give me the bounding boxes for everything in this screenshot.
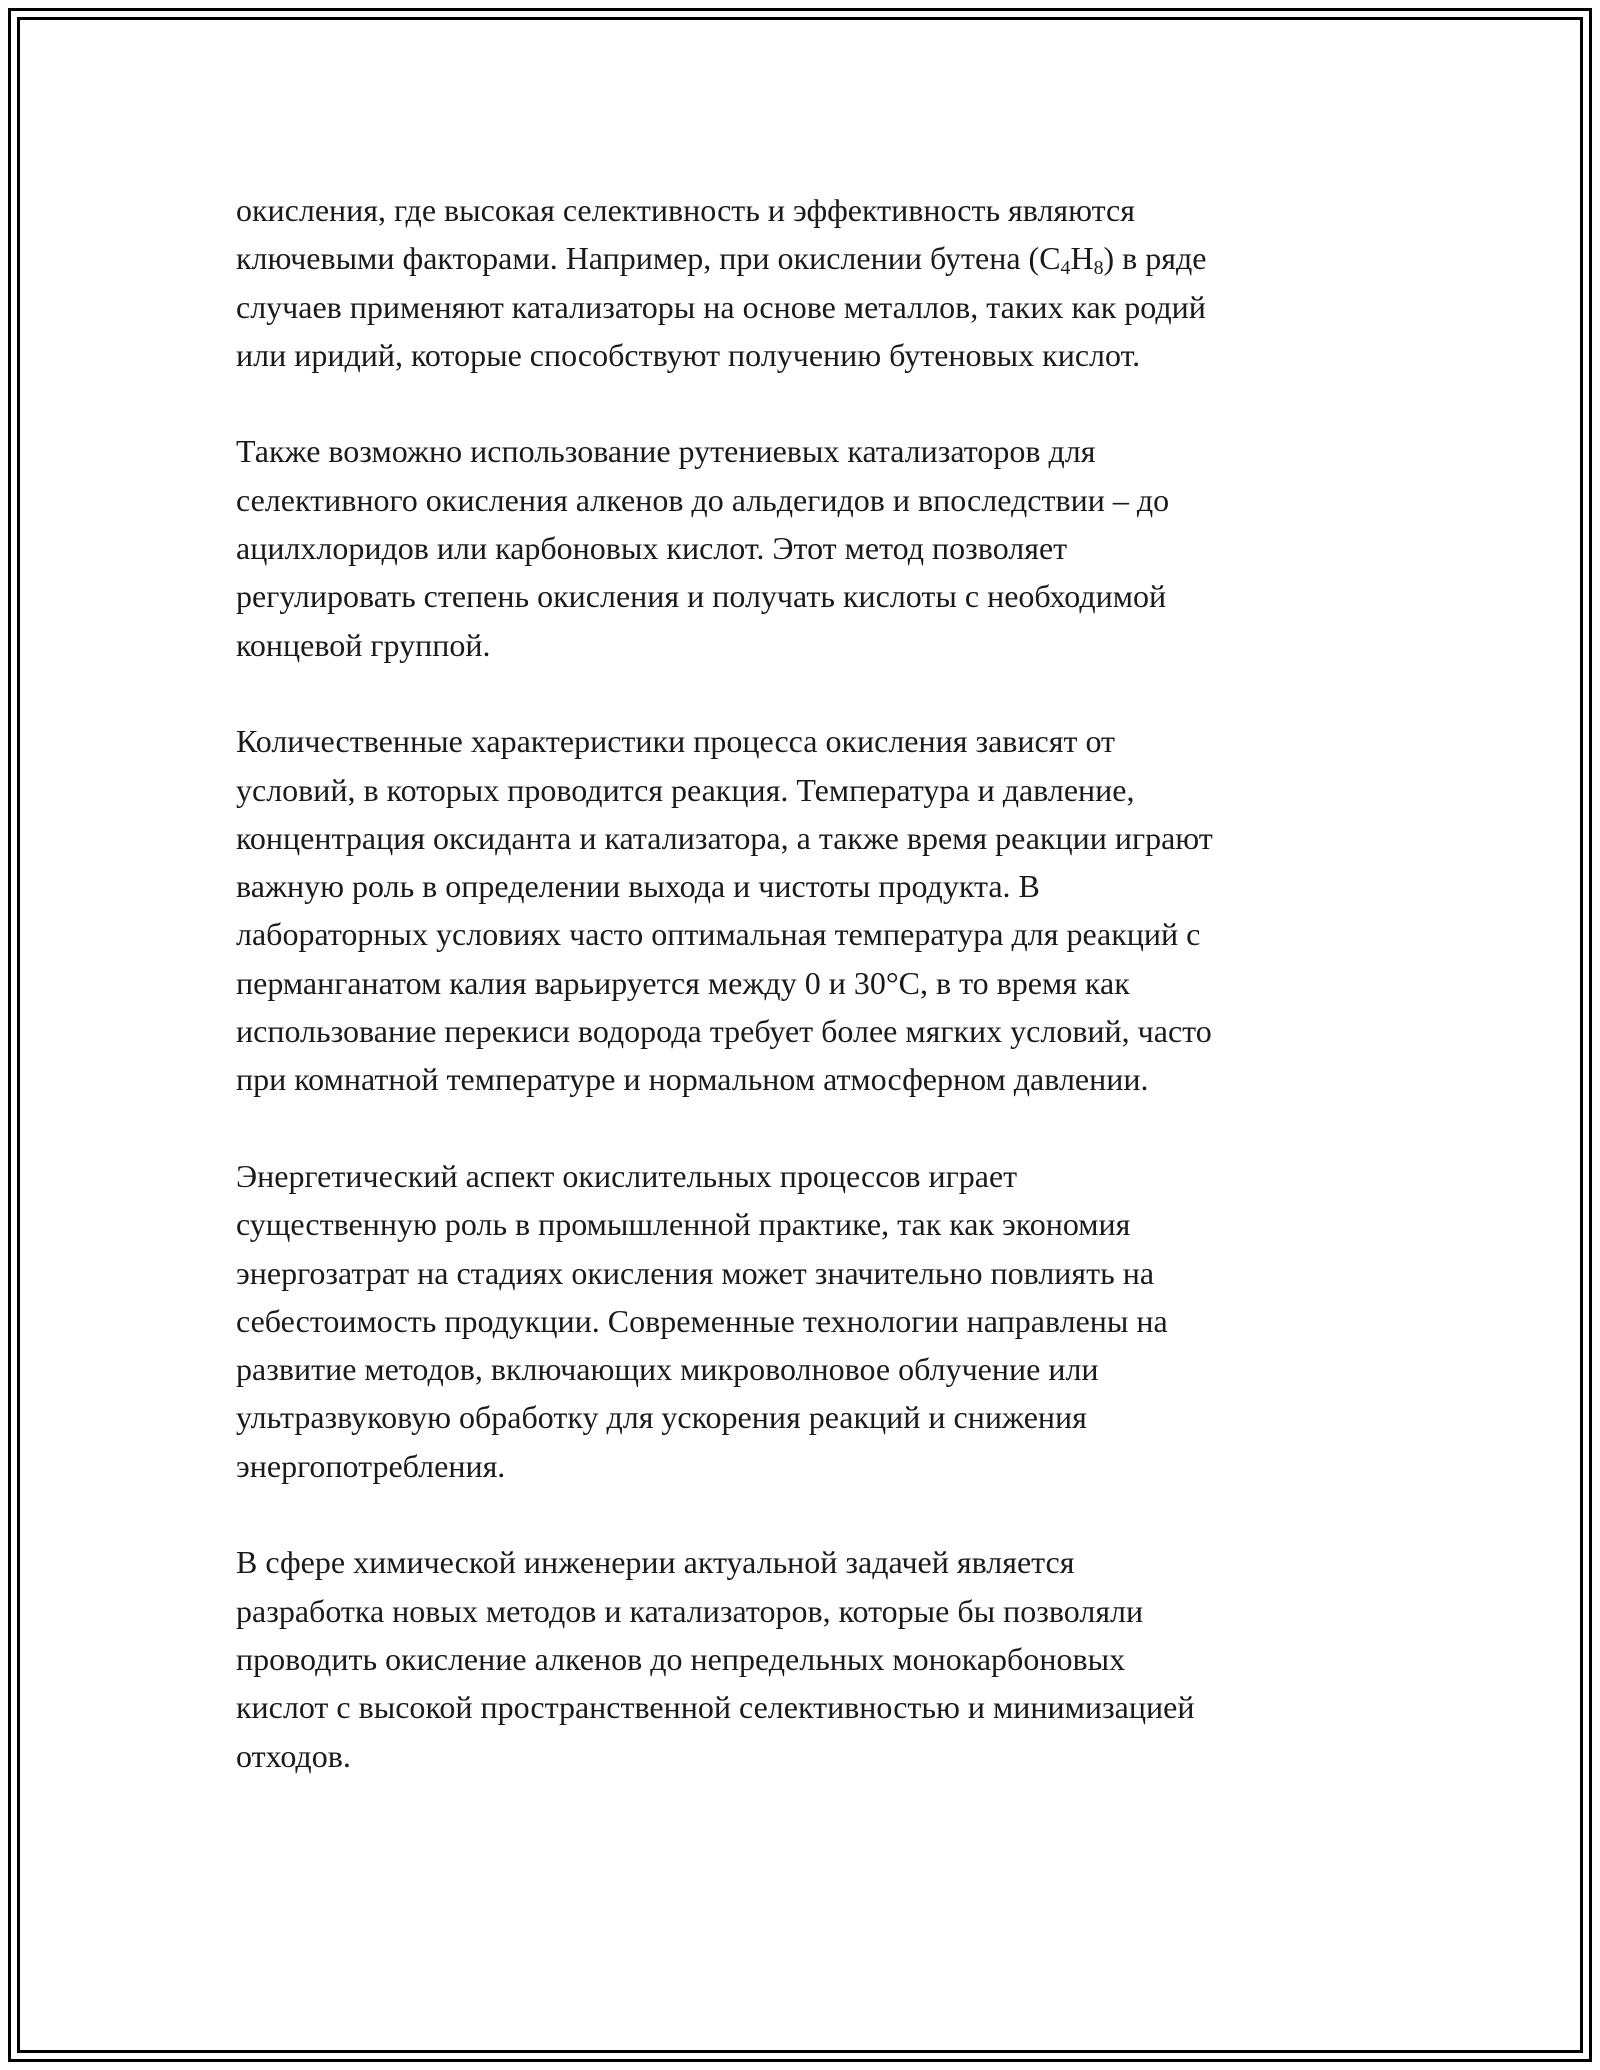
paragraph-3: Количественные характеристики процесса окисления зависят от условий, в которых проводится реакция. Температура и давление, концентрация оксиданта и катализатора, а также время реакции играют важную роль в определении выхода и чистоты продукта. В лабораторных условиях часто оптимальная температура для реакций с перманганатом калия варьируется между 0 и 30°C, в то время как использование перекиси водорода требует более мягких условий, часто при комнатной температуре и нормальном атмосферном давлении. <box>236 723 1213 1098</box>
hydrogen-symbol: H <box>1070 240 1094 277</box>
document-body <box>236 186 1366 1828</box>
paragraph-1 <box>236 186 1366 379</box>
subscript-hydrogen-count: 8 <box>1093 257 1104 280</box>
subscript-carbon-count: 4 <box>1060 257 1071 280</box>
paragraph-1-text-a: окисления, где высокая селективность и эффективность являются ключевыми факторами. Например, при окислении бутена (C <box>236 192 1135 277</box>
paragraph-5: В сфере химической инженерии актуальной задачей является разработка новых методов и катализаторов, которые бы позволяли проводить окисление алкенов до непредельных монокарбоновых кислот с высокой пространственной селективностью и минимизацией отходов. <box>236 1544 1195 1774</box>
paragraph-4: Энергетический аспект окислительных процессов играет существенную роль в промышленной практике, так как экономия энергозатрат на стадиях окисления может значительно повлиять на себестоимость продукции. Современные технологии направлены на развитие методов, включающих микроволновое облучение или ультразвуковую обработку для ускорения реакций и снижения энергопотребления. <box>236 1157 1168 1484</box>
paragraph-1-text-b: ) в ряде случаев применяют катализаторы на основе металлов, таких как родий или иридий, которые способствуют получению бутеновых кислот. <box>236 240 1207 373</box>
paragraph-2: Также возможно использование рутениевых катализаторов для селективного окисления алкенов до альдегидов и впоследствии – до ацилхлоридов или карбоновых кислот. Этот метод позволяет регулировать степень окисления и получать кислоты с необходимой концевой группой. <box>236 433 1170 663</box>
